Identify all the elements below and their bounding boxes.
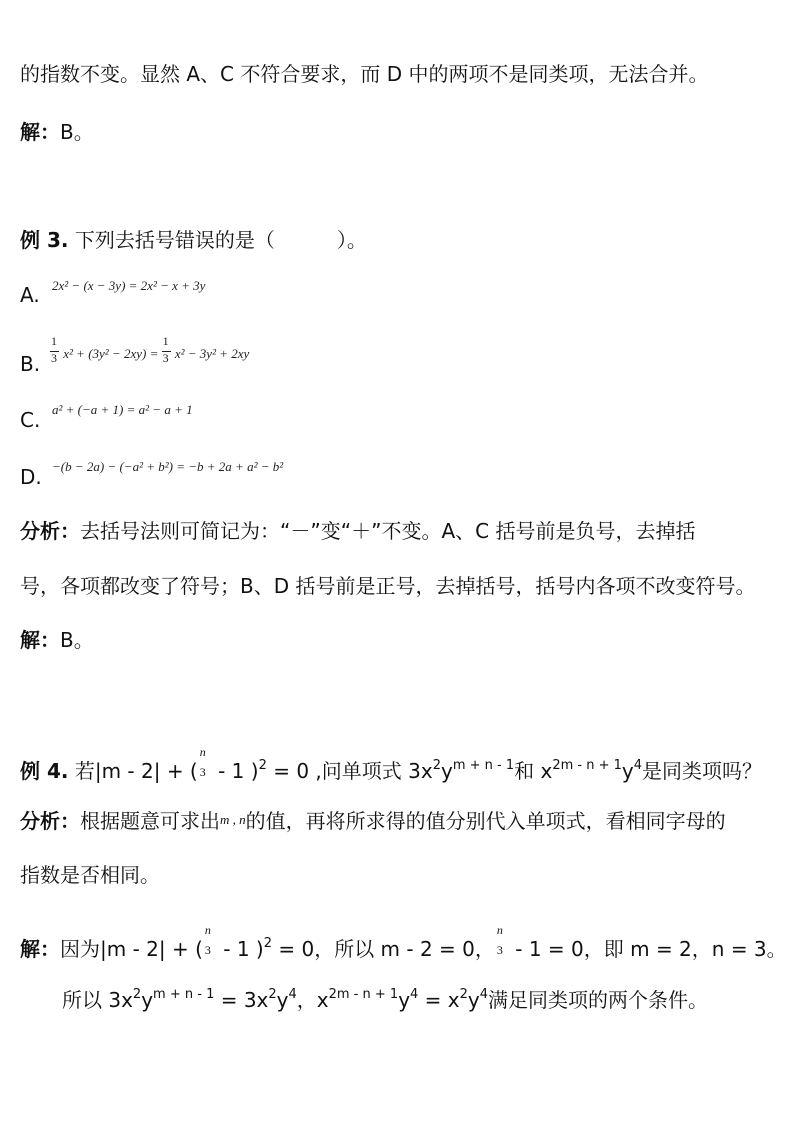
example-4-question: 例 4. 若|m - 2| + ( n 3 - 1 )$^2$ = 0 ,问单项式 $3x^2y^{m + n - 1}$和 $x^{2m - n + 1}y^4$是同类项吗？ [20,745,762,783]
option-d-letter: D. [20,465,42,489]
solution-text: B。 [60,628,94,652]
analysis-line-2: 指数是否相同。 [20,863,160,887]
question-text-end: ）。 [336,228,367,252]
analysis-label: 分析： [20,519,80,543]
text-line: 的指数不变。显然 A、C 不符合要求，而 D 中的两项不是同类项，无法合并。 [20,62,709,86]
solution-label: 解： [20,937,60,961]
example-label: 例 4. [20,759,69,783]
solution-line [20,118,94,146]
fraction: $\frac{1}{3}$ [51,334,57,365]
analysis-line-2: 号，各项都改变了符号；B、D 括号前是正号，去掉括号，括号内各项不改变符号。 [20,574,756,598]
option-b-letter: B. [20,352,41,376]
example-3-heading [20,226,367,254]
fraction: $\frac{1}{3}$ [162,334,169,365]
fraction: n 3 [199,745,206,779]
analysis-line: 分析：根据题意可求出$^{m , n}$的值，再将所求得的值分别代入单项式，看相同字母的 [20,809,726,833]
solution-line [20,626,94,654]
solution-label: 解： [20,120,60,144]
analysis-text: 去括号法则可简记为：“－”变“＋”不变。A、C 括号前是负号，去掉括 [80,519,696,543]
fraction: n 3 [204,923,211,957]
solution-line: 解：因为|m - 2| + ( n 3 - 1 )$^2$ = 0，所以 m - 2 = 0， n 3 - 1 = 0，即 m = 2，n = 3。 [20,923,787,961]
option-d-formula: −(b − 2a) − (−a² + b²) = −b + 2a + a² − b² [52,459,284,474]
example-label: 例 3. [20,228,69,252]
question-text: 下列去括号错误的是（ [74,228,275,252]
solution-line-2: 所以 $3x^2y^{m + n - 1} = 3x^2y^4$，$x^{2m - n + 1}y^4 = x^2y^4$满足同类项的两个条件。 [62,987,709,1012]
option-c-formula: a² + (−a + 1) = a² − a + 1 [52,402,193,417]
option-b-formula: $\frac{1}{3}$ x² + (3y² − 2xy) = $\frac{1}{3}$ x² − 3y² + 2xy [51,334,250,365]
analysis-line [20,517,695,545]
variables-mn: m , n [220,812,246,827]
option-a-letter: A. [20,283,40,307]
analysis-label: 分析： [20,809,80,833]
option-c-letter: C. [20,408,41,432]
solution-label: 解： [20,628,60,652]
fraction: n 3 [496,923,503,957]
solution-text: B。 [60,120,94,144]
option-a-formula: 2x² − (x − 3y) = 2x² − x + 3y [52,278,206,293]
